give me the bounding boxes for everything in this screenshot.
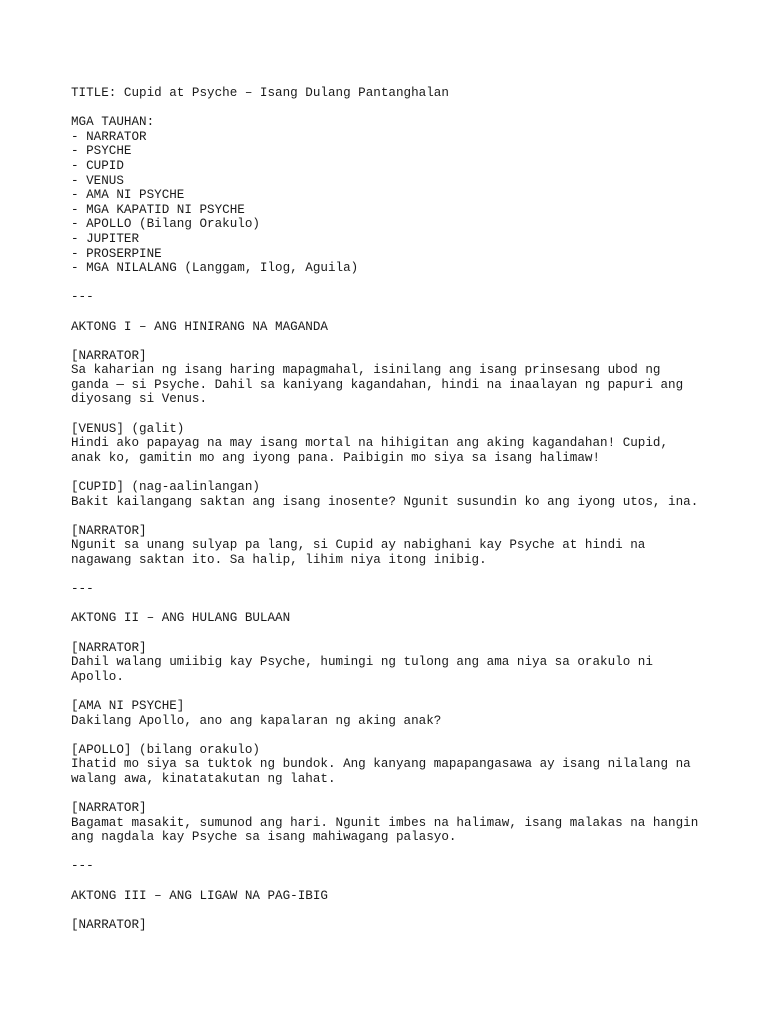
- dialogue-line: Bagamat masakit, sumunod ang hari. Ngunit imbes na halimaw, isang malakas na hangin: [71, 815, 699, 830]
- cast-item: - NARRATOR: [71, 129, 147, 144]
- dialogue-line: Ngunit sa unang sulyap pa lang, si Cupid ay nabighani kay Psyche at hindi na: [71, 538, 646, 553]
- speaker-tag: [VENUS] (galit): [71, 421, 185, 436]
- cast-item: - MGA KAPATID NI PSYCHE: [71, 202, 245, 217]
- speaker-tag: [CUPID] (nag-aalinlangan): [71, 480, 260, 495]
- speaker-tag: [NARRATOR]: [71, 348, 147, 363]
- section-separator: ---: [71, 290, 94, 305]
- blank-line: [71, 597, 751, 612]
- cast-item: - VENUS: [71, 173, 124, 188]
- cast-heading: MGA TAUHAN:: [71, 115, 155, 130]
- blank-line: [71, 728, 751, 743]
- dialogue-line: Bakit kailangang saktan ang isang inosente? Ngunit susundin ko ang iyong utos, ina.: [71, 494, 699, 509]
- blank-line: [71, 305, 751, 320]
- blank-line: [71, 845, 751, 860]
- speaker-tag: [NARRATOR]: [71, 523, 147, 538]
- cast-item: - CUPID: [71, 158, 124, 173]
- blank-line: [71, 787, 751, 802]
- dialogue-line: walang awa, kinatatakutan ng lahat.: [71, 771, 336, 786]
- section-separator: ---: [71, 582, 94, 597]
- blank-line: [71, 509, 751, 524]
- dialogue-line: nagawang saktan ito. Sa halip, lihim niya itong inibig.: [71, 553, 487, 567]
- dialogue-line: diyosang si Venus.: [71, 392, 208, 407]
- blank-line: [71, 903, 751, 918]
- dialogue-line: Sa kaharian ng isang haring mapagmahal, isinilang ang isang prinsesang ubod ng: [71, 363, 661, 378]
- cast-item: - JUPITER: [71, 231, 140, 246]
- cast-item: - AMA NI PSYCHE: [71, 188, 185, 203]
- dialogue-line: Ihatid mo siya sa tuktok ng bundok. Ang kanyang mapapangasawa ay isang nilalang na: [71, 757, 691, 772]
- cast-item: - PSYCHE: [71, 144, 132, 159]
- dialogue-line: Dakilang Apollo, ano ang kapalaran ng aking anak?: [71, 713, 442, 728]
- speaker-tag: [APOLLO] (bilang orakulo): [71, 742, 260, 757]
- blank-line: [71, 568, 751, 583]
- dialogue-line: ang nagdala kay Psyche sa isang mahiwagang palasyo.: [71, 830, 457, 845]
- blank-line: [71, 874, 751, 889]
- cast-item: - MGA NILALANG (Langgam, Ilog, Aguila): [71, 261, 359, 276]
- blank-line: [71, 276, 751, 291]
- act3-heading: AKTONG III – ANG LIGAW NA PAG-IBIG: [71, 888, 328, 903]
- speaker-tag: [NARRATOR]: [71, 917, 147, 932]
- blank-line: [71, 684, 751, 699]
- cast-item: - APOLLO (Bilang Orakulo): [71, 217, 260, 232]
- act2-heading: AKTONG II – ANG HULANG BULAAN: [71, 611, 291, 626]
- cast-item: - PROSERPINE: [71, 246, 162, 261]
- speaker-tag: [AMA NI PSYCHE]: [71, 698, 185, 713]
- title-line: TITLE: Cupid at Psyche – Isang Dulang Pantanghalan: [71, 86, 449, 100]
- dialogue-line: Dahil walang umiibig kay Psyche, humingi ng tulong ang ama niya sa orakulo ni: [71, 655, 653, 670]
- blank-line: [71, 465, 751, 480]
- dialogue-line: anak ko, gamitin mo ang iyong pana. Paibigin mo siya sa isang halimaw!: [71, 450, 601, 465]
- blank-line: [71, 101, 751, 116]
- script-text: [71, 86, 751, 932]
- blank-line: [71, 334, 751, 349]
- dialogue-line: Apollo.: [71, 669, 124, 684]
- dialogue-line: ganda — si Psyche. Dahil sa kaniyang kagandahan, hindi na inaalayan ng papuri ang: [71, 377, 684, 392]
- section-separator: ---: [71, 859, 94, 874]
- act1-heading: AKTONG I – ANG HINIRANG NA MAGANDA: [71, 319, 328, 334]
- dialogue-line: Hindi ako papayag na may isang mortal na hihigitan ang aking kagandahan! Cupid,: [71, 436, 669, 451]
- speaker-tag: [NARRATOR]: [71, 801, 147, 816]
- blank-line: [71, 407, 751, 422]
- speaker-tag: [NARRATOR]: [71, 640, 147, 655]
- blank-line: [71, 626, 751, 641]
